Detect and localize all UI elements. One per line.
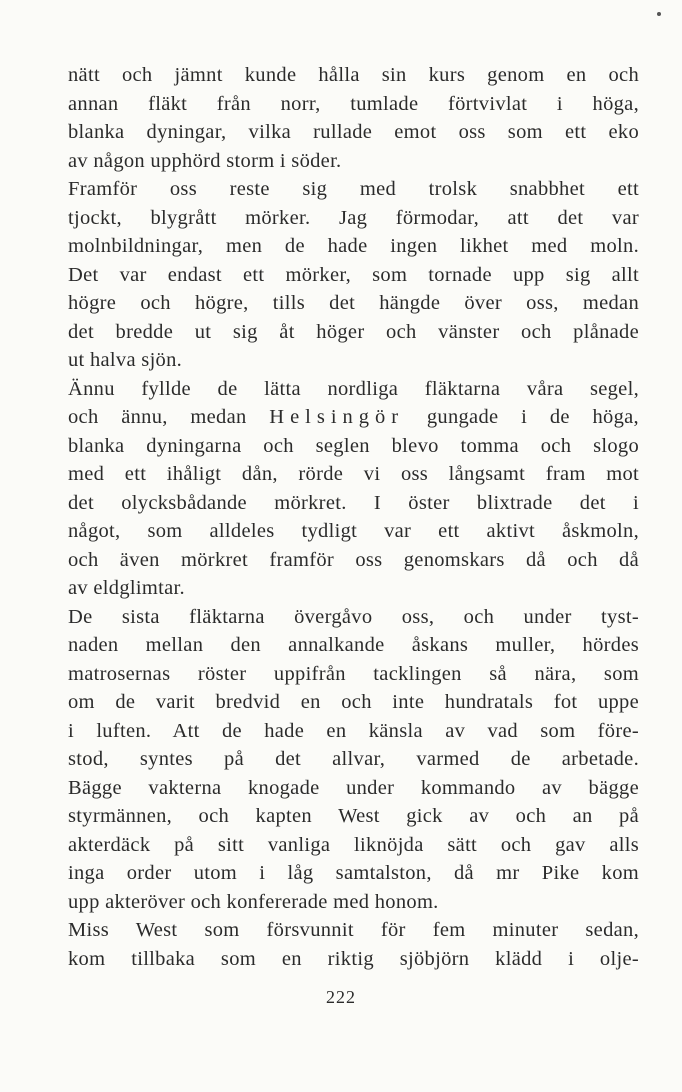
text-line: tjockt, blygrått mörker. Jag förmodar, att det var bbox=[68, 206, 639, 229]
text-line: blanka dyningar, vilka rullade emot oss som ett eko bbox=[68, 121, 639, 143]
text-line: Bägge vakterna knogade under kommando av bägge bbox=[68, 776, 639, 799]
text-line: inga order utom i låg samtalston, då mr Pike kom bbox=[68, 862, 639, 884]
text-line: upp akteröver och konfererade med honom. bbox=[68, 890, 439, 913]
paragraph bbox=[68, 603, 639, 917]
text-line: i luften. Att de hade en känsla av vad som före- bbox=[68, 719, 639, 742]
text-line: blanka dyningarna och seglen blevo tomma och slogo bbox=[68, 434, 639, 457]
text-line: Ännu fyllde de lätta nordliga fläktarna våra segel, bbox=[68, 377, 639, 400]
text-line: annan fläkt från norr, tumlade förtvivlat i höga, bbox=[68, 92, 639, 115]
body-text bbox=[68, 61, 639, 973]
text-line: matrosernas röster uppifrån tacklingen så nära, som bbox=[68, 662, 639, 685]
text-line: naden mellan den annalkande åskans muller, hördes bbox=[68, 634, 639, 656]
page-number: 222 bbox=[326, 987, 356, 1007]
spaced-name: Helsingör bbox=[269, 406, 405, 428]
text-segment: och ännu, medan bbox=[68, 406, 270, 428]
text-line: om de varit bredvid en och inte hundratals fot uppe bbox=[68, 691, 639, 713]
paragraph bbox=[68, 61, 639, 175]
text-line: De sista fläktarna övergåvo oss, och under tyst- bbox=[68, 605, 639, 628]
text-line: det bredde ut sig åt höger och vänster och plånade bbox=[68, 320, 639, 343]
text-line: och även mörkret framför oss genomskars då och då bbox=[68, 548, 639, 571]
paragraph bbox=[68, 916, 639, 973]
text-line: med ett ihåligt dån, rörde vi oss långsamt fram mot bbox=[68, 463, 639, 485]
text-segment: gungade i de höga, bbox=[404, 406, 639, 428]
text-line: något, som alldeles tydligt var ett aktivt åskmoln, bbox=[68, 520, 639, 542]
text-line: Framför oss reste sig med trolsk snabbhet ett bbox=[68, 178, 639, 200]
text-line: kom tillbaka som en riktig sjöbjörn klädd i olje- bbox=[68, 947, 639, 970]
text-line: högre och högre, tills det hängde över oss, medan bbox=[68, 292, 639, 314]
text-line: nätt och jämnt kunde hålla sin kurs genom en och bbox=[68, 64, 639, 86]
text-line: akterdäck på sitt vanliga liknöjda sätt och gav alls bbox=[68, 833, 639, 856]
text-line: av eldglimtar. bbox=[68, 577, 185, 599]
paragraph bbox=[68, 175, 639, 375]
scan-speck bbox=[657, 12, 661, 16]
text-line: styrmännen, och kapten West gick av och an på bbox=[68, 805, 639, 827]
text-line: Det var endast ett mörker, som tornade upp sig allt bbox=[68, 263, 639, 286]
paragraph bbox=[68, 375, 639, 603]
text-line: Miss West som försvunnit för fem minuter sedan, bbox=[68, 919, 639, 941]
text-line: av någon upphörd storm i söder. bbox=[68, 149, 342, 172]
text-line: molnbildningar, men de hade ingen likhet med moln. bbox=[68, 235, 639, 257]
text-line: ut halva sjön. bbox=[68, 349, 183, 371]
text-line: stod, syntes på det allvar, varmed de arbetade. bbox=[68, 748, 639, 770]
text-line bbox=[68, 403, 639, 432]
text-line: det olycksbådande mörkret. I öster blixtrade det i bbox=[68, 491, 639, 514]
